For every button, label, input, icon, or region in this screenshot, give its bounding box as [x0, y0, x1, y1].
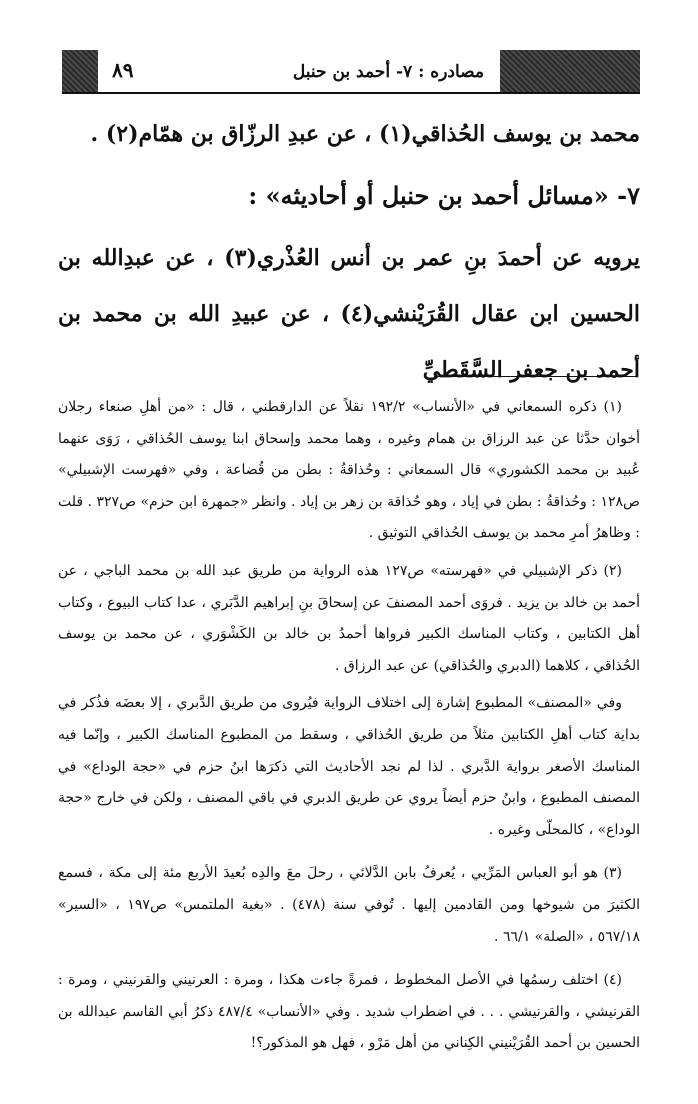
- running-title: مصادره : ٧- أحمد بن حنبل: [292, 62, 484, 82]
- page-header: [62, 50, 640, 94]
- section-heading: ٧- «مسائل أحمد بن حنبل أو أحاديثه» :: [248, 181, 640, 210]
- main-line-1: محمد بن يوسف الحُذاقي(١) ، عن عبدِ الرزّاق بن همّام(٢) .: [90, 121, 640, 147]
- footnote-2: (٢) ذكر الإشبيلي في «فهرسته» ص١٢٧ هذه الرواية من طريق عبد الله بن محمد الباجي ، عن أحمد بن خالد بن يزيد . فروَى أحمد المصنفَ عن إسحاقَ بنِ إبراهيم الدَّبَري ، عدا كتاب البيوع ، وكتاب أهل الكتابين ، وكتاب المناسك الكبير فرواها أحمدُ بن خالد بن الكَشْوَري ، عن محمد بن يوسف الحُذاقي ، كلاهما (الدبري والحُذاقي) عن عبد الرزاق .: [58, 562, 640, 674]
- footnote-4: (٤) اختلف رسمُها في الأصل المخطوط ، فمرةً جاءت هكذا ، ومرة : العرنيني والقرنيني ، ومرة : القرنيشي ، والقرنيشي . . . في اضطراب شديد . وفي «الأنساب» ٤٨٧/٤ ذكرُ أبي القاسم عبدالله بن الحسين بن أحمد القُرَيْنيني الكِناني من أهل مَرْو ، فهل هو المذكور؟!: [58, 972, 640, 1052]
- header-decor-block-right: [500, 50, 640, 94]
- header-decor-block-left: [62, 50, 98, 94]
- page-number: ٨٩: [112, 58, 134, 82]
- footnote-2-continuation: وفي «المصنف» المطبوع إشارة إلى اختلاف الرواية فيُروى من طريق الدَّبري ، إلا بعضَه فذُكر في بداية كتاب أهلِ الكتابين مثلاً من طريق الحُذاقي ، وسقط من المطبوع المناسك الكبير ، وإنّما فيه المناسك الأصغر برواية الدَّبري . لذا لم نجد الأحاديث التي ذكرَها ابنُ حزم في «حجة الوداع» في المصنف المطبوع ، وابنُ حزم أيضاً يروي عن طريق الدبري في باقي المصنف ، ولكن في خارج «حجة الوداع» ، كالمحلّى وغيره .: [58, 695, 640, 838]
- footnotes: [58, 392, 640, 1066]
- header-rule: [62, 92, 640, 94]
- main-text: [58, 110, 640, 398]
- footnote-separator: [434, 376, 638, 377]
- footnote-1: (١) ذكره السمعاني في «الأنساب» ١٩٢/٢ نقلاً عن الدارقطني ، قال : «من أهلِ صنعاء رجلان أخوان حدَّثا عن عبد الرزاق بن همام وغيره ، وهما محمد وإسحاق ابنا يوسف الحُذاقي ، رَوَى عنهما عُبيد بن محمد الكشوري» قال السمعاني : وحُذاقةُ : بطن من قُضاعة ، وفي «فهرست الإشبيلي» ص١٢٨ : وحُذاقةُ : بطن في إياد ، وهو حُذاقة بن زهر بن إياد . وانظر «جمهرة ابن حزم» ص٣٢٧ . قلت : وظاهرُ أمرِ محمد بن يوسف الحُذاقي التوثيق .: [58, 399, 640, 542]
- main-paragraph: يرويه عن أحمدَ بنِ عمر بن أنس العُذْري(٣) ، عن عبدِالله بن الحسين ابن عقال القُرَيْنشي(٤) ، عن عبيدِ الله بن محمد بن أحمد بن جعفر السَّقَطيِّ: [58, 245, 640, 383]
- footnote-3: (٣) هو أبو العباس المَرِّيي ، يُعرفُ بابن الدَّلائي ، رحلَ معَ والدِه بُعيدَ الأربع مئة إلى مكة ، فسمع الكثيرَ من شيوخها ومن القادمين إليها . تُوفي سنة (٤٧٨) . «بغية الملتمس» ص١٩٧ ، «السير» ٥٦٧/١٨ ، «الصلة» ٦٦/١ .: [58, 865, 640, 945]
